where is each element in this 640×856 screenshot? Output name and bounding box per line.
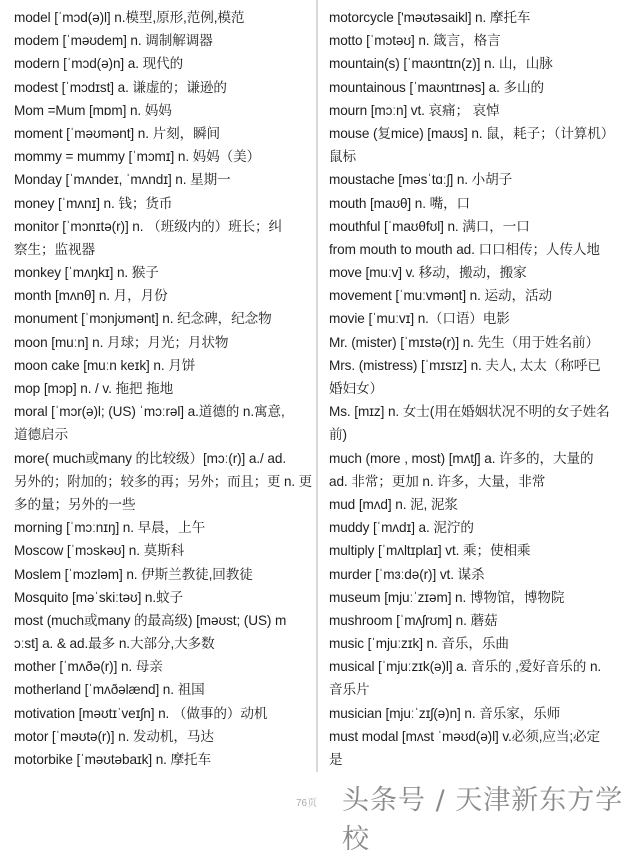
vocab-entry [14, 284, 312, 307]
entry-line: moral [ˈmɔr(ə)l; (US) ˈmɔːrəl] a.道德的 n.寓意, [14, 404, 285, 420]
vocab-entry [14, 748, 312, 771]
vocab-entry [14, 99, 312, 122]
vocab-entry [329, 29, 627, 52]
vocab-entry [14, 702, 312, 725]
entry-line: most (much或many 的最高级) [məʊst; (US) m [14, 612, 287, 628]
vocab-entry [329, 122, 627, 168]
entry-line: moustache [məsˈtɑːʃ] n. 小胡子 [329, 172, 513, 188]
vocab-entry [14, 29, 312, 52]
vocab-entry [329, 586, 627, 609]
vocab-entry [14, 400, 312, 446]
entry-line: modest [ˈmɔdɪst] a. 谦虚的；谦逊的 [14, 79, 227, 95]
vocab-entry [329, 725, 627, 771]
vocab-entry [329, 261, 627, 284]
entry-line: model [ˈmɔd(ə)l] n.模型,原形,范例,模范 [14, 10, 245, 25]
entry-line: money [ˈmʌnɪ] n. 钱；货币 [14, 195, 173, 211]
watermark: 头条号 / 天津新东方学校 [342, 785, 624, 855]
entry-line: movement [ˈmuːvmənt] n. 运动，活动 [329, 288, 552, 304]
entry-line: musical [ˈmjuːzɪk(ə)l] a. 音乐的 ,爱好音乐的 n. [329, 659, 602, 675]
entry-line: multiply [ˈmʌltɪplaɪ] vt. 乘；使相乘 [329, 543, 531, 559]
entry-line: movie [ˈmuːvɪ] n.（口语）电影 [329, 311, 510, 327]
entry-line: mourn [mɔːn] vt. 哀痛； 哀悼 [329, 102, 500, 118]
vocab-entry [14, 145, 312, 168]
vocab-entry [329, 539, 627, 562]
vocab-entry [14, 563, 312, 586]
vocab-entry [14, 331, 312, 354]
entry-line: mother [ˈmʌðə(r)] n. 母亲 [14, 659, 163, 675]
vocab-entry [329, 447, 627, 493]
vocab-entry [329, 609, 627, 632]
entry-line: mountainous [ˈmaʊntɪnəs] a. 多山的 [329, 79, 544, 95]
vocab-entry [14, 377, 312, 400]
entry-line: 多的量；另外的一些 [14, 496, 136, 512]
vocab-entry [329, 99, 627, 122]
entry-line: motorcycle ['məʊtəsaikl] n. 摩托车 [329, 10, 531, 25]
vocab-entry [14, 678, 312, 701]
entry-line: Monday [ˈmʌndeɪ, ˈmʌndɪ] n. 星期一 [14, 172, 231, 188]
vocab-entry [329, 354, 627, 400]
vocab-entry [329, 192, 627, 215]
entry-line: moon [muːn] n. 月球；月光；月状物 [14, 334, 229, 350]
entry-line: mouth [maʊθ] n. 嘴，口 [329, 195, 471, 211]
vocab-entry [329, 331, 627, 354]
vocab-entry [329, 6, 627, 29]
vocab-entry [14, 76, 312, 99]
entry-line: 是 [329, 752, 343, 767]
entry-line: motherland [ˈmʌðəlænd] n. 祖国 [14, 682, 205, 698]
entry-line: Moscow [ˈmɔskəʊ] n. 莫斯科 [14, 543, 185, 559]
vocab-entry [14, 354, 312, 377]
vocab-entry [329, 76, 627, 99]
entry-line: mouse (复mice) [maʊs] n. 鼠，耗子；（计算机） [329, 125, 615, 141]
entry-line: mouthful [ˈmaʊθfʊl] n. 满口，一口 [329, 218, 530, 234]
vocab-entry [329, 238, 627, 261]
entry-line: mountain(s) [ˈmaʊntɪn(z)] n. 山，山脉 [329, 56, 553, 72]
vocab-entry [329, 284, 627, 307]
vocab-entry [329, 493, 627, 516]
entry-line: 察生；监视器 [14, 241, 95, 257]
entry-line: monkey [ˈmʌŋkɪ] n. 猴子 [14, 265, 159, 281]
entry-line: much (more , most) [mʌtʃ] a. 许多的，大量的 [329, 450, 594, 466]
entry-line: morning [ˈmɔːnɪŋ] n. 早晨，上午 [14, 520, 206, 536]
entry-line: 婚妇女） [329, 381, 383, 396]
entry-line: more( much或many 的比较级）[mɔː(r)] a./ ad. [14, 450, 286, 466]
vocab-entry [14, 6, 312, 29]
vocab-entry [329, 516, 627, 539]
left-column [14, 6, 312, 771]
entry-line: mushroom [ˈmʌʃrʊm] n. 蘑菇 [329, 612, 498, 628]
vocab-entry [14, 215, 312, 261]
vocab-entry [14, 539, 312, 562]
entry-line: motivation [məʊtɪˈveɪʃn] n. （做事的）动机 [14, 705, 268, 721]
vocab-entry [14, 516, 312, 539]
entry-line: 音乐片 [329, 682, 370, 698]
entry-line: from mouth to mouth ad. 口口相传；人传人地 [329, 241, 600, 257]
entry-line: 前) [329, 427, 347, 443]
vocab-entry [14, 307, 312, 330]
entry-line: music [ˈmjuːzɪk] n. 音乐，乐曲 [329, 636, 509, 652]
entry-line: 鼠标 [329, 149, 356, 165]
entry-line: modem [ˈməʊdem] n. 调制解调器 [14, 33, 213, 49]
vocab-entry [329, 655, 627, 701]
entry-line: 道德启示 [14, 427, 68, 443]
column-divider [316, 0, 318, 772]
entry-line: museum [mjuːˈzɪəm] n. 博物馆，博物院 [329, 589, 565, 605]
entry-line: month [mʌnθ] n. 月，月份 [14, 288, 168, 304]
entry-line: must modal [mʌst ˈməʊd(ə)l] v.必须,应当;必定 [329, 728, 601, 744]
entry-line: moment [ˈməʊmənt] n. 片刻，瞬间 [14, 125, 221, 141]
right-column [329, 6, 627, 771]
entry-line: ɔːst] a. & ad.最多 n.大部分,大多数 [14, 636, 215, 652]
entry-line: Ms. [mɪz] n. 女士(用在婚姻状况不明的女子姓名 [329, 404, 610, 420]
vocab-entry [14, 261, 312, 284]
vocab-entry [329, 215, 627, 238]
vocab-entry [329, 168, 627, 191]
vocab-entry [14, 52, 312, 75]
vocab-entry [14, 168, 312, 191]
vocab-entry [14, 122, 312, 145]
entry-line: moon cake [muːn keɪk] n. 月饼 [14, 357, 196, 373]
entry-line: motto [ˈmɔtəʊ] n. 箴言，格言 [329, 33, 501, 49]
entry-line: murder [ˈmɜːdə(r)] vt. 谋杀 [329, 566, 485, 582]
vocab-entry [329, 307, 627, 330]
vocab-entry [329, 632, 627, 655]
vocab-entry [14, 192, 312, 215]
entry-line: mop [mɔp] n. / v. 拖把 拖地 [14, 381, 174, 396]
vocab-entry [329, 702, 627, 725]
vocab-entry [14, 655, 312, 678]
vocab-entry [329, 52, 627, 75]
vocab-entry [14, 725, 312, 748]
vocab-entry [14, 447, 312, 517]
entry-line: motor [ˈməʊtə(r)] n. 发动机，马达 [14, 728, 214, 744]
entry-line: mommy = mummy [ˈmɔmɪ] n. 妈妈（美） [14, 149, 261, 165]
entry-line: motorbike [ˈməʊtəbaɪk] n. 摩托车 [14, 752, 212, 767]
entry-line: ad. 非常；更加 n. 许多，大量，非常 [329, 473, 546, 489]
vocab-entry [14, 586, 312, 609]
entry-line: monitor [ˈmɔnɪtə(r)] n. （班级内的）班长；纠 [14, 218, 283, 234]
entry-line: Mosquito [məˈskiːtəʊ] n.蚊子 [14, 589, 184, 605]
entry-line: Mr. (mister) [ˈmɪstə(r)] n. 先生（用于姓名前） [329, 334, 599, 350]
entry-line: 另外的；附加的；较多的再；另外；而且；更 n. 更 [14, 473, 312, 489]
entry-line: monument [ˈmɔnjʊmənt] n. 纪念碑，纪念物 [14, 311, 272, 327]
vocab-entry [329, 400, 627, 446]
entry-line: Mrs. (mistress) [ˈmɪsɪz] n. 夫人, 太太（称呼已 [329, 357, 601, 373]
entry-line: Mom =Mum [mɒm] n. 妈妈 [14, 102, 172, 118]
entry-line: musician [mjuːˈzɪʃ(ə)n] n. 音乐家，乐师 [329, 705, 561, 721]
entry-line: mud [mʌd] n. 泥, 泥浆 [329, 496, 458, 512]
vocab-entry [14, 609, 312, 655]
page-number: 76页 [296, 798, 318, 809]
entry-line: modern [ˈmɔd(ə)n] a. 现代的 [14, 56, 184, 72]
vocab-entry [329, 563, 627, 586]
entry-line: muddy [ˈmʌdɪ] a. 泥泞的 [329, 520, 474, 536]
entry-line: Moslem [ˈmɔzləm] n. 伊斯兰教徒,回教徒 [14, 566, 253, 582]
entry-line: move [muːv] v. 移动，搬动，搬家 [329, 265, 527, 281]
